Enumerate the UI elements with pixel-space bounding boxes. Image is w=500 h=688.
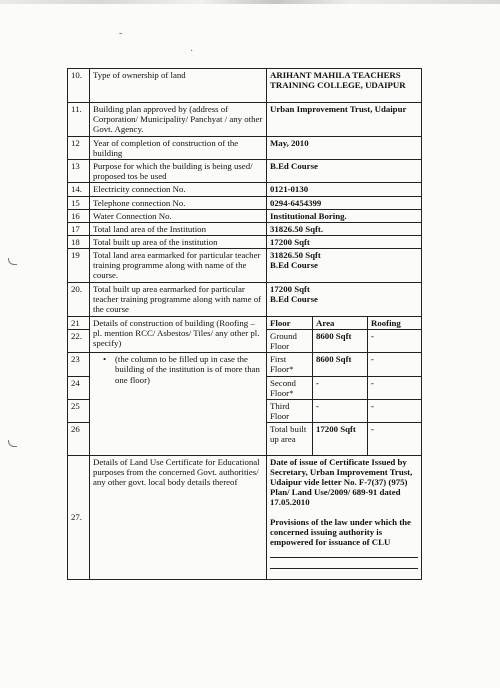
- row-number: 20.: [68, 282, 90, 316]
- table-row: [68, 103, 422, 137]
- row-value-course: B.Ed Course: [270, 260, 318, 271]
- row-label: Purpose for which the building is being used/ proposed tos be used: [90, 160, 267, 183]
- floor-cell: Second Floor*: [267, 376, 313, 399]
- roofing-cell: -: [368, 399, 422, 422]
- roofing-cell: -: [368, 353, 422, 376]
- row-number: 10.: [68, 69, 90, 103]
- table-row: [68, 137, 422, 160]
- row-label: Details of construction of building (Roofing –pl. mention RCC/ Asbestos/ Tiles/ any other pl. specify): [90, 316, 267, 352]
- floor-cell: Third Floor: [267, 399, 313, 422]
- row-value: 31826.50 Sqft.: [267, 222, 422, 235]
- row-value: Institutional Boring.: [267, 209, 422, 222]
- area-cell: 17200 Sqft: [313, 422, 368, 455]
- table-row: [68, 183, 422, 196]
- row-value: ARIHANT MAHILA TEACHERS TRAINING COLLEGE, UDAIPUR: [267, 69, 422, 103]
- row-label: Total built up area of the institution: [90, 235, 267, 248]
- row-number: 25: [68, 399, 90, 422]
- row-label: Total built up area earmarked for particular teacher training programme along with name of the course: [90, 282, 267, 316]
- table-row: [68, 282, 422, 316]
- scan-edge: [0, 0, 500, 4]
- table-row: [68, 209, 422, 222]
- row-value-area: 17200 Sqft: [270, 283, 310, 294]
- row-value-area: 31826.50 Sqft: [270, 249, 321, 260]
- table-row: [68, 235, 422, 248]
- floor-header: Floor: [267, 316, 313, 329]
- row-label: Water Connection No.: [90, 209, 267, 222]
- area-cell: -: [313, 376, 368, 399]
- row-label: Year of completion of construction of the building: [90, 137, 267, 160]
- table-row: [68, 353, 422, 376]
- area-cell: -: [313, 399, 368, 422]
- row-number: 17: [68, 222, 90, 235]
- row-number: 19: [68, 248, 90, 282]
- row-number: 15: [68, 196, 90, 209]
- table-row: [68, 316, 422, 329]
- punch-hole-mark: [8, 258, 17, 265]
- row-value: 0294-6454399: [267, 196, 422, 209]
- roofing-cell: -: [368, 422, 422, 455]
- row-number: 26: [68, 422, 90, 455]
- roofing-header: Roofing: [368, 316, 422, 329]
- floor-cell: Ground Floor: [267, 330, 313, 353]
- row-label: Total land area of the Institution: [90, 222, 267, 235]
- roofing-cell: -: [368, 330, 422, 353]
- area-header: Area: [313, 316, 368, 329]
- row-label: Telephone connection No.: [90, 196, 267, 209]
- row-label: Type of ownership of land: [90, 69, 267, 103]
- bullet-glyph: •: [103, 354, 107, 365]
- row-number: 18: [68, 235, 90, 248]
- row-value: B.Ed Course: [267, 160, 422, 183]
- row-number: 16: [68, 209, 90, 222]
- row-label: [90, 353, 267, 456]
- table-row: [68, 222, 422, 235]
- roofing-cell: -: [368, 376, 422, 399]
- row-label: Building plan approved by (address of Corporation/ Municipality/ Panchyat / any other Govt. Agency.: [90, 103, 267, 137]
- row-value: [267, 248, 422, 282]
- blank-line: [270, 560, 418, 569]
- scan-speck: ·: [190, 46, 194, 57]
- row-value: 17200 Sqft: [267, 235, 422, 248]
- row-value: 0121-0130: [267, 183, 422, 196]
- row-number: 22.: [68, 330, 90, 353]
- row-value-course: B.Ed Course: [270, 294, 318, 305]
- clu-law-provisions: Provisions of the law under which the concerned issuing authority is empowered for issuance of CLU: [270, 516, 411, 547]
- table-row: [68, 196, 422, 209]
- area-cell: 8600 Sqft: [313, 353, 368, 376]
- row-number: 13: [68, 160, 90, 183]
- punch-hole-mark: [8, 440, 17, 447]
- table-row: [68, 455, 422, 579]
- row-number: 27.: [68, 455, 90, 579]
- table-row: [68, 248, 422, 282]
- row-value: May, 2010: [267, 137, 422, 160]
- row-value: Urban Improvement Trust, Udaipur: [267, 103, 422, 137]
- blank-line: [270, 549, 418, 558]
- row-number: 21: [68, 316, 90, 329]
- floor-cell: First Floor*: [267, 353, 313, 376]
- row-number: 12: [68, 137, 90, 160]
- table-row: [68, 69, 422, 103]
- row-number: 14.: [68, 183, 90, 196]
- details-table: [67, 68, 422, 580]
- row-label: Details of Land Use Certificate for Educational purposes from the concerned Govt. authorities/ any other govt. local body details thereof: [90, 455, 267, 579]
- area-cell: 8600 Sqft: [313, 330, 368, 353]
- clu-issue-details: Date of issue of Certificate Issued by Secretary, Urban Improvement Trust, Udaipur vide letter No. F-7(37) (975) Plan/ Land Use/2009/ 689-91 dated 17.05.2010: [270, 456, 413, 508]
- table-row: [68, 160, 422, 183]
- row-number: 11.: [68, 103, 90, 137]
- row-label: Total land area earmarked for particular teacher training programme along with name of the course.: [90, 248, 267, 282]
- floor-cell: Total built up area: [267, 422, 313, 455]
- scan-speck: -: [119, 28, 123, 39]
- row-label: Electricity connection No.: [90, 183, 267, 196]
- row-value: [267, 282, 422, 316]
- bullet-text: (the column to be filled up in case the building of the institution is of more than one floor): [115, 354, 260, 385]
- row-number: 24: [68, 376, 90, 399]
- row-value: [267, 455, 422, 579]
- row-number: 23: [68, 353, 90, 376]
